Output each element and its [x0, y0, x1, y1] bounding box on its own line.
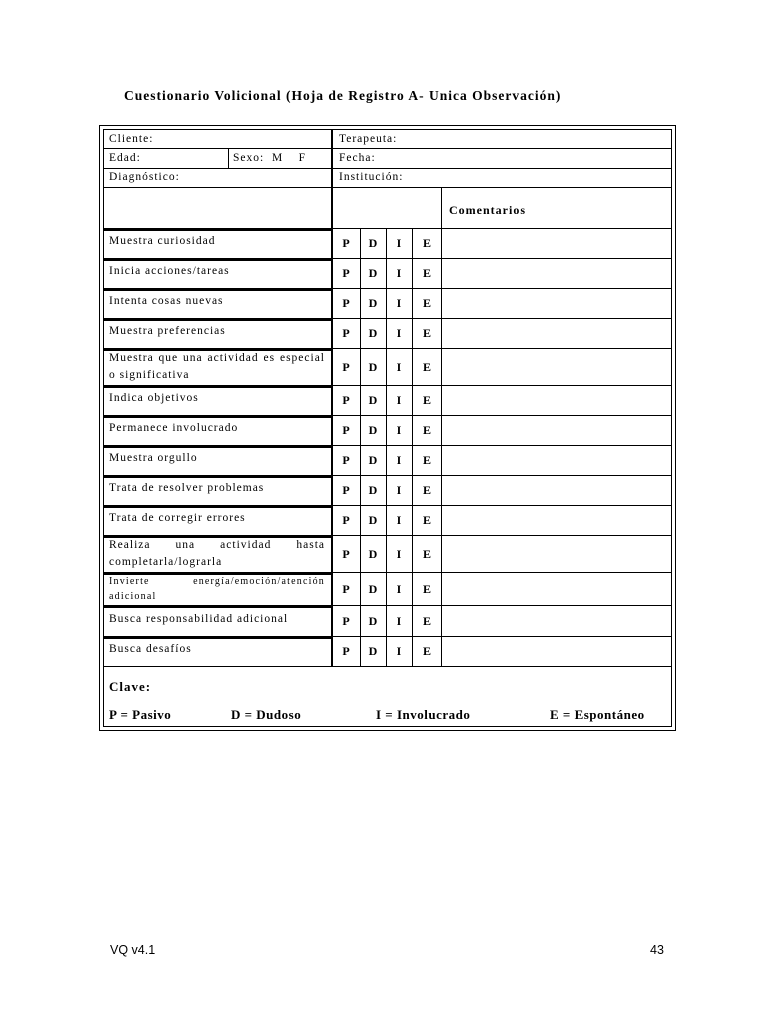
- option-p-mark: P: [342, 644, 350, 658]
- row-accent: [103, 606, 331, 608]
- option-i-mark: I: [396, 296, 402, 310]
- item-label: Intenta cosas nuevas: [109, 295, 224, 307]
- grid-line: [412, 228, 413, 666]
- option-i-mark: I: [396, 513, 402, 527]
- grid-line: [103, 148, 671, 149]
- client-label: Cliente:: [109, 133, 154, 145]
- date-label: Fecha:: [339, 152, 376, 164]
- row-accent: [103, 289, 331, 291]
- option-p-mark: P: [342, 547, 350, 561]
- row-accent: [103, 446, 331, 448]
- option-i-mark: I: [396, 266, 402, 280]
- key-pasivo: P = Pasivo: [109, 707, 172, 722]
- row-accent: [103, 229, 331, 231]
- option-i-mark: I: [396, 236, 402, 250]
- option-p-mark: P: [342, 614, 350, 628]
- key-involucrado: I = Involucrado: [376, 707, 471, 722]
- column-divider: [331, 129, 333, 666]
- option-d-mark: D: [368, 360, 378, 374]
- option-d-mark: D: [368, 326, 378, 340]
- key-dudoso: D = Dudoso: [231, 707, 302, 722]
- option-i-mark: I: [396, 614, 402, 628]
- option-e-mark: E: [422, 360, 431, 374]
- row-accent: [103, 476, 331, 478]
- option-d-mark: D: [368, 582, 378, 596]
- grid-line: [386, 228, 387, 666]
- document-title: Cuestionario Volicional (Hoja de Registro A- Unica Observación): [124, 88, 562, 103]
- option-i-mark: I: [396, 644, 402, 658]
- option-e-mark: E: [422, 513, 431, 527]
- comments-header: Comentarios: [449, 203, 526, 217]
- option-i-mark: I: [396, 547, 402, 561]
- option-i-mark: I: [396, 453, 402, 467]
- grid-line: [103, 187, 671, 188]
- option-e-mark: E: [422, 614, 431, 628]
- diagnosis-label: Diagnóstico:: [109, 171, 180, 183]
- option-d-mark: D: [368, 513, 378, 527]
- option-p-mark: P: [342, 393, 350, 407]
- option-p-mark: P: [342, 296, 350, 310]
- option-p-mark: P: [342, 582, 350, 596]
- item-label: Muestra preferencias: [109, 325, 226, 337]
- item-label: Muestra curiosidad: [109, 235, 216, 247]
- option-d-mark: D: [368, 614, 378, 628]
- option-i-mark: I: [396, 326, 402, 340]
- option-e-mark: E: [422, 266, 431, 280]
- option-d-mark: D: [368, 266, 378, 280]
- option-p-mark: P: [342, 236, 350, 250]
- option-i-mark: I: [396, 483, 402, 497]
- grid-line: [360, 228, 361, 666]
- option-d-mark: D: [368, 547, 378, 561]
- option-e-mark: E: [422, 236, 431, 250]
- option-p-mark: P: [342, 453, 350, 467]
- therapist-label: Terapeuta:: [339, 133, 398, 145]
- sex-label: Sexo: M F: [233, 152, 307, 164]
- footer-version: VQ v4.1: [110, 943, 156, 957]
- option-p-mark: P: [342, 513, 350, 527]
- option-i-mark: I: [396, 582, 402, 596]
- option-d-mark: D: [368, 236, 378, 250]
- option-p-mark: P: [342, 483, 350, 497]
- grid-line: [103, 168, 671, 169]
- option-e-mark: E: [422, 582, 431, 596]
- option-e-mark: E: [422, 644, 431, 658]
- age-sex-divider: [228, 148, 229, 168]
- row-accent: [103, 637, 331, 639]
- item-label: Trata de corregir errores: [109, 512, 246, 524]
- row-accent: [103, 259, 331, 261]
- institution-label: Institución:: [339, 171, 404, 183]
- option-d-mark: D: [368, 393, 378, 407]
- option-e-mark: E: [422, 423, 431, 437]
- option-i-mark: I: [396, 393, 402, 407]
- row-accent: [103, 416, 331, 418]
- option-e-mark: E: [422, 483, 431, 497]
- age-label: Edad:: [109, 152, 141, 164]
- row-accent: [103, 319, 331, 321]
- option-i-mark: I: [396, 423, 402, 437]
- option-d-mark: D: [368, 423, 378, 437]
- option-p-mark: P: [342, 423, 350, 437]
- option-e-mark: E: [422, 296, 431, 310]
- item-label: Invierte energía/emoción/atención adicional: [109, 576, 325, 602]
- item-label: Realiza una actividad hasta completarla/lograrla: [109, 539, 325, 568]
- key-title: Clave:: [109, 679, 152, 694]
- item-label: Muestra orgullo: [109, 452, 198, 464]
- item-label: Trata de resolver problemas: [109, 482, 265, 494]
- row-accent: [103, 386, 331, 388]
- key-espontaneo: E = Espontáneo: [550, 707, 645, 722]
- option-e-mark: E: [422, 393, 431, 407]
- item-label: Indica objetivos: [109, 392, 199, 404]
- option-p-mark: P: [342, 266, 350, 280]
- option-d-mark: D: [368, 644, 378, 658]
- option-i-mark: I: [396, 360, 402, 374]
- option-d-mark: D: [368, 453, 378, 467]
- option-d-mark: D: [368, 296, 378, 310]
- option-e-mark: E: [422, 547, 431, 561]
- option-p-mark: P: [342, 326, 350, 340]
- row-accent: [103, 506, 331, 508]
- grid-line: [103, 666, 671, 667]
- item-label: Busca desafíos: [109, 643, 192, 655]
- option-e-mark: E: [422, 453, 431, 467]
- option-e-mark: E: [422, 326, 431, 340]
- item-label: Busca responsabilidad adicional: [109, 613, 289, 625]
- item-label: Muestra que una actividad es especial o significativa: [109, 352, 325, 381]
- option-p-mark: P: [342, 360, 350, 374]
- footer-page-number: 43: [650, 943, 664, 957]
- item-label: Permanece involucrado: [109, 422, 239, 434]
- item-label: Inicia acciones/tareas: [109, 265, 230, 277]
- option-d-mark: D: [368, 483, 378, 497]
